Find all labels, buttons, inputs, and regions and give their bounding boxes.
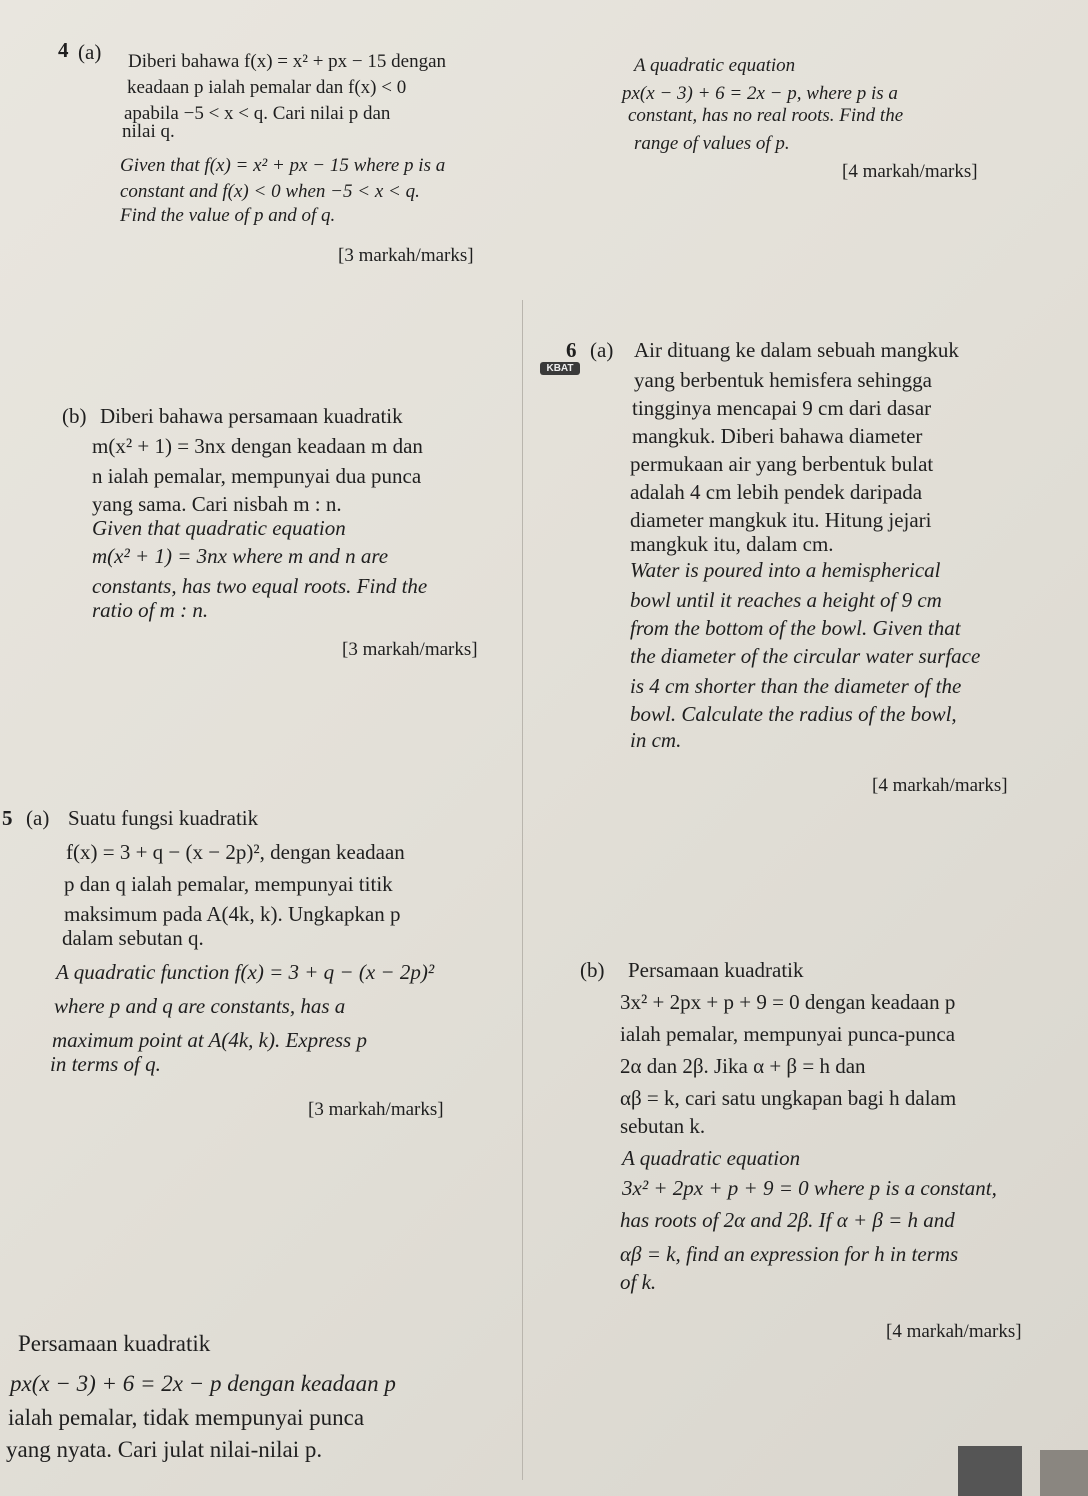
text-line: Given that quadratic equation — [92, 516, 346, 540]
text-line: A quadratic equation — [622, 1146, 801, 1170]
text-line: maximum point at A(4k, k). Express p — [52, 1028, 367, 1052]
corner-shadow — [1040, 1450, 1088, 1496]
text-line: adalah 4 cm lebih pendek daripada — [630, 480, 923, 504]
text-line: in cm. — [630, 728, 682, 752]
kbat-badge: KBAT — [540, 362, 580, 375]
part-label: (a) — [26, 806, 50, 830]
text-line: αβ = k, find an expression for h in terms — [620, 1242, 959, 1266]
text-line: yang sama. Cari nisbah m : n. — [92, 492, 342, 516]
marks: [3 markah/marks] — [338, 245, 474, 266]
text-line: αβ = k, cari satu ungkapan bagi h dalam — [620, 1086, 957, 1110]
text-line: keadaan p ialah pemalar dan f(x) < 0 — [127, 77, 407, 98]
text-line: ratio of m : n. — [92, 598, 209, 622]
text-line: permukaan air yang berbentuk bulat — [630, 452, 934, 476]
text-line: constants, has two equal roots. Find the — [92, 574, 428, 598]
text-line: px(x − 3) + 6 = 2x − p, where p is a — [622, 83, 898, 104]
text-line: ialah pemalar, mempunyai punca-punca — [620, 1022, 956, 1046]
marks: [3 markah/marks] — [308, 1099, 444, 1120]
question-number: 6 — [566, 338, 577, 362]
text-line: Persamaan kuadratik — [628, 958, 804, 982]
text-line: Diberi bahawa persamaan kuadratik — [100, 404, 403, 428]
text-line: f(x) = 3 + q − (x − 2p)², dengan keadaan — [66, 840, 405, 864]
part-label: (b) — [62, 404, 87, 428]
text-line: A quadratic equation — [634, 55, 796, 76]
text-line: 3x² + 2px + p + 9 = 0 where p is a constant, — [622, 1176, 997, 1200]
marks: [4 markah/marks] — [886, 1321, 1022, 1342]
part-label: (a) — [78, 40, 102, 64]
text-line: is 4 cm shorter than the diameter of the — [630, 674, 962, 698]
text-line: constant and f(x) < 0 when −5 < x < q. — [120, 181, 420, 202]
text-line: ialah pemalar, tidak mempunyai punca — [8, 1405, 365, 1430]
text-line: range of values of p. — [634, 133, 790, 154]
text-line: the diameter of the circular water surface — [630, 644, 981, 668]
text-line: bowl until it reaches a height of 9 cm — [630, 588, 942, 612]
text-line: dalam sebutan q. — [62, 926, 204, 950]
text-line: tingginya mencapai 9 cm dari dasar — [632, 396, 932, 420]
text-line: 3x² + 2px + p + 9 = 0 dengan keadaan p — [620, 990, 956, 1014]
marks: [3 markah/marks] — [342, 639, 478, 660]
text-line: constant, has no real roots. Find the — [628, 105, 904, 126]
text-line: Water is poured into a hemispherical — [630, 558, 941, 582]
text-line: Suatu fungsi kuadratik — [68, 806, 259, 830]
text-line: nilai q. — [122, 121, 175, 142]
text-line: apabila −5 < x < q. Cari nilai p dan — [124, 103, 391, 124]
text-line: of k. — [620, 1270, 657, 1294]
text-line: Persamaan kuadratik — [18, 1331, 211, 1356]
text-line: sebutan k. — [620, 1114, 706, 1138]
text-line: yang berbentuk hemisfera sehingga — [634, 368, 932, 392]
text-line: from the bottom of the bowl. Given that — [630, 616, 961, 640]
text-line: yang nyata. Cari julat nilai-nilai p. — [6, 1437, 323, 1462]
text-line: Find the value of p and of q. — [120, 205, 336, 226]
text-line: 2α dan 2β. Jika α + β = h dan — [620, 1054, 866, 1078]
text-line: m(x² + 1) = 3nx where m and n are — [92, 544, 389, 568]
text-line: where p and q are constants, has a — [54, 994, 346, 1018]
text-line: Air dituang ke dalam sebuah mangkuk — [634, 338, 959, 362]
marks: [4 markah/marks] — [872, 775, 1008, 796]
text-line: in terms of q. — [50, 1052, 161, 1076]
text-line: mangkuk itu, dalam cm. — [630, 532, 834, 556]
part-label: (a) — [590, 338, 614, 362]
column-divider — [522, 300, 523, 1480]
text-line: p dan q ialah pemalar, mempunyai titik — [64, 872, 393, 896]
text-line: A quadratic function f(x) = 3 + q − (x − 2p)² — [56, 960, 435, 984]
marks: [4 markah/marks] — [842, 161, 978, 182]
part-label: (b) — [580, 958, 605, 982]
question-number: 5 — [2, 806, 13, 830]
text-line: n ialah pemalar, mempunyai dua punca — [92, 464, 422, 488]
question-number: 4 — [58, 38, 69, 62]
text-line: bowl. Calculate the radius of the bowl, — [630, 702, 957, 726]
text-line: Given that f(x) = x² + px − 15 where p is a — [120, 155, 446, 176]
text-line: maksimum pada A(4k, k). Ungkapkan p — [64, 902, 401, 926]
text-line: has roots of 2α and 2β. If α + β = h and — [620, 1208, 955, 1232]
text-line: m(x² + 1) = 3nx dengan keadaan m dan — [92, 434, 423, 458]
corner-shadow — [958, 1446, 1022, 1496]
text-line: mangkuk. Diberi bahawa diameter — [632, 424, 923, 448]
text-line: px(x − 3) + 6 = 2x − p dengan keadaan p — [10, 1371, 396, 1396]
text-line: diameter mangkuk itu. Hitung jejari — [630, 508, 932, 532]
text-line: Diberi bahawa f(x) = x² + px − 15 dengan — [128, 51, 446, 72]
